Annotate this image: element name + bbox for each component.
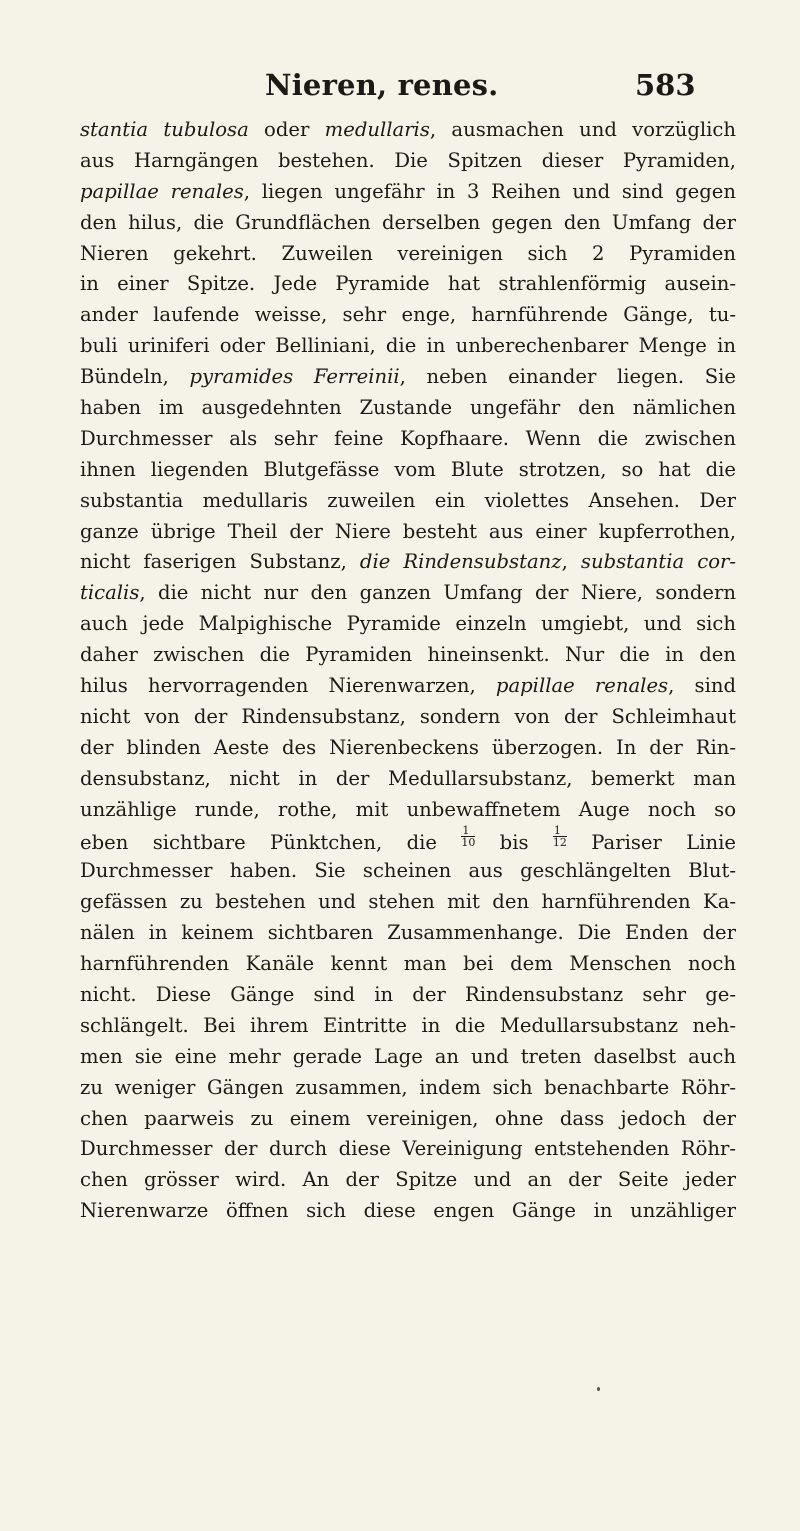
text-segment: Bündeln, (80, 365, 190, 389)
text-line (80, 671, 736, 702)
text-line (80, 362, 736, 393)
text-line (80, 980, 736, 1011)
text-segment: nicht. Diese Gänge sind in der Rindensubstanz sehr ge- (80, 982, 736, 1006)
text-segment: daher zwischen die Pyramiden hineinsenkt. Nur die in den (80, 643, 736, 667)
text-segment: schlängelt. Bei ihrem Eintritte in die Medullarsubstanz neh- (80, 1013, 736, 1037)
text-line (80, 856, 736, 887)
text-line (80, 208, 736, 239)
text-segment: haben im ausgedehnten Zustande ungefähr den nämlichen (80, 396, 736, 420)
text-segment: nälen in keinem sichtbaren Zusammenhange. Die Enden der (80, 921, 736, 945)
text-line (80, 918, 736, 949)
text-segment: , ausmachen und vorzüglich (429, 118, 736, 141)
text-line (80, 1011, 736, 1042)
text-segment: chen paarweis zu einem vereinigen, ohne dass jedoch der (80, 1106, 736, 1130)
text-line (80, 547, 736, 578)
latin-term: papillae renales (80, 179, 244, 203)
text-segment: bis (475, 831, 553, 855)
text-line (80, 331, 736, 362)
text-line (80, 795, 736, 826)
fraction-one-tenth (461, 825, 475, 848)
latin-term: stantia tubulosa (80, 118, 249, 141)
text-segment: buli uriniferi oder Belliniani, die in unberechenbarer Menge in (80, 334, 736, 358)
text-line (80, 486, 736, 517)
text-segment: ganze übrige Theil der Niere besteht aus einer kupferrothen, (80, 519, 736, 543)
fraction-denominator: 10 (461, 836, 476, 850)
text-segment: densubstanz, nicht in der Medullarsubstanz, bemerkt man (80, 766, 736, 790)
text-segment: zu weniger Gängen zusammen, indem sich benachbarte Röhr- (80, 1075, 736, 1099)
text-segment: , neben einander liegen. Sie (399, 365, 736, 389)
text-segment: den hilus, die Grundflächen derselben gegen den Umfang der (80, 210, 736, 234)
latin-term: papillae renales (495, 674, 669, 698)
text-line (80, 424, 736, 455)
text-line (80, 702, 736, 733)
text-line (80, 609, 736, 640)
text-segment: hilus hervorragenden Nierenwarzen, (80, 674, 496, 698)
text-line (80, 887, 736, 918)
text-segment: , liegen ungefähr in 3 Reihen und sind gegen (243, 179, 736, 203)
running-head (0, 68, 800, 108)
text-line (80, 269, 736, 300)
text-segment: der blinden Aeste des Nierenbeckens überzogen. In der Rin- (80, 735, 736, 759)
text-segment: Durchmesser der durch diese Vereinigung entstehenden Röhr- (80, 1137, 736, 1161)
text-segment: , die nicht nur den ganzen Umfang der Niere, sondern (139, 581, 736, 605)
text-line (80, 517, 736, 548)
fraction-one-twelfth (553, 825, 567, 848)
text-line (80, 733, 736, 764)
text-segment: unzählige runde, rothe, mit unbewaffnetem Auge noch so (80, 797, 736, 821)
latin-term: medullaris (324, 118, 430, 141)
text-line (80, 1165, 736, 1196)
text-line (80, 455, 736, 486)
latin-term: substantia cor- (580, 550, 736, 574)
text-line (80, 825, 736, 856)
text-segment: , (561, 550, 581, 574)
text-segment: nicht von der Rindensubstanz, sondern von der Schleimhaut (80, 704, 736, 728)
text-segment: men sie eine mehr gerade Lage an und treten daselbst auch (80, 1044, 736, 1068)
text-segment: , sind (668, 674, 736, 698)
text-segment: ihnen liegenden Blutgefässe vom Blute strotzen, so hat die (80, 457, 736, 481)
text-segment: Nieren gekehrt. Zuweilen vereinigen sich 2 Pyramiden (80, 241, 736, 265)
text-segment: harnführenden Kanäle kennt man bei dem Menschen noch (80, 952, 736, 976)
text-line (80, 300, 736, 331)
text-segment: nicht faserigen Substanz, (80, 550, 360, 574)
body-text (80, 115, 736, 1227)
text-line (80, 1073, 736, 1104)
running-head-title: Nieren, renes. (265, 68, 499, 102)
text-segment: eben sichtbare Pünktchen, die (80, 831, 462, 855)
text-segment: chen grösser wird. An der Spitze und an der Seite jeder (80, 1168, 736, 1192)
text-line (80, 1104, 736, 1135)
latin-term: ticalis (80, 581, 140, 605)
text-line (80, 239, 736, 270)
text-segment: oder (248, 118, 325, 141)
text-segment: ander laufende weisse, sehr enge, harnführende Gänge, tu- (80, 303, 736, 327)
text-line (80, 393, 736, 424)
latin-term: die Rindensubstanz (359, 550, 562, 574)
text-line (80, 1134, 736, 1165)
text-segment: in einer Spitze. Jede Pyramide hat strahlenförmig ausein- (80, 272, 736, 296)
text-segment: substantia medullaris zuweilen ein violettes Ansehen. Der (80, 488, 736, 512)
text-line (80, 1042, 736, 1073)
text-segment: Durchmesser als sehr feine Kopfhaare. Wenn die zwischen (80, 426, 736, 450)
text-line (80, 146, 736, 177)
text-line (80, 949, 736, 980)
fraction-numerator: 1 (461, 825, 475, 837)
page-number: 583 (635, 68, 696, 102)
text-segment: aus Harngängen bestehen. Die Spitzen dieser Pyramiden, (80, 148, 736, 172)
text-segment: auch jede Malpighische Pyramide einzeln umgiebt, und sich (80, 612, 736, 636)
text-line (80, 1196, 736, 1227)
text-line (80, 578, 736, 609)
text-line (80, 115, 736, 146)
text-segment: Pariser Linie (566, 831, 736, 855)
latin-term: pyramides Ferreinii (189, 365, 400, 389)
fraction-numerator: 1 (553, 825, 567, 837)
text-line (80, 177, 736, 208)
text-line (80, 640, 736, 671)
text-segment: Durchmesser haben. Sie scheinen aus geschlängelten Blut- (80, 859, 736, 883)
fraction-denominator: 12 (552, 836, 567, 850)
print-speck (597, 1387, 600, 1391)
text-segment: Nierenwarze öffnen sich diese engen Gänge in unzähliger (80, 1199, 736, 1223)
text-line (80, 764, 736, 795)
text-segment: gefässen zu bestehen und stehen mit den harnführenden Ka- (80, 890, 736, 914)
